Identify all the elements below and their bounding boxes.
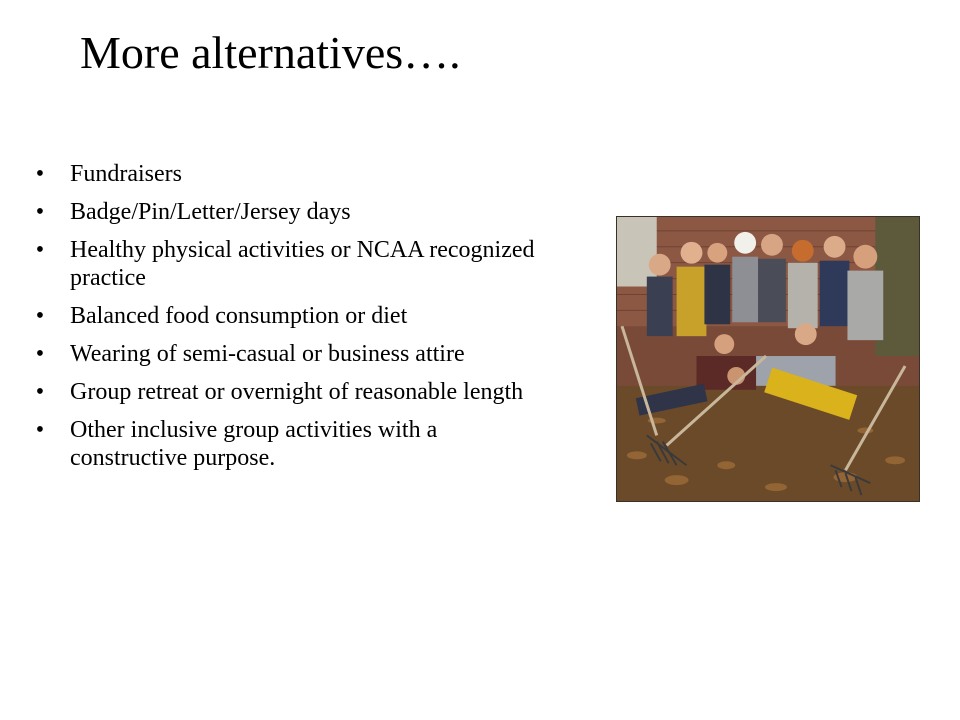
bullet-item — [30, 160, 560, 188]
bullet-text: Wearing of semi-casual or business attire — [70, 341, 465, 367]
bullet-text: Fundraisers — [70, 161, 182, 187]
bullet-text: Group retreat or overnight of reasonable length — [70, 379, 524, 405]
bullet-text: Healthy physical activities or NCAA recognized practice — [70, 237, 535, 291]
bullet-marker: • — [35, 237, 45, 263]
group-photo — [616, 216, 920, 502]
bullet-text: Badge/Pin/Letter/Jersey days — [70, 199, 351, 225]
bullet-item — [30, 340, 560, 368]
bullet-marker: • — [35, 379, 45, 405]
group-photo-illustration — [617, 217, 919, 501]
bullet-item — [30, 236, 560, 292]
slide-title: More alternatives…. — [80, 27, 461, 78]
bullet-marker: • — [35, 303, 45, 329]
bullet-item — [30, 302, 560, 330]
bullet-item — [30, 378, 560, 406]
bullet-marker: • — [35, 199, 45, 225]
bullet-marker: • — [35, 161, 45, 187]
bullet-item — [30, 416, 560, 472]
bullet-list — [30, 160, 560, 482]
bullet-text: Balanced food consumption or diet — [70, 303, 408, 329]
bullet-text: Other inclusive group activities with a constructive purpose. — [70, 417, 438, 471]
bullet-marker: • — [35, 341, 45, 367]
bullet-item — [30, 198, 560, 226]
bullet-marker: • — [35, 417, 45, 443]
